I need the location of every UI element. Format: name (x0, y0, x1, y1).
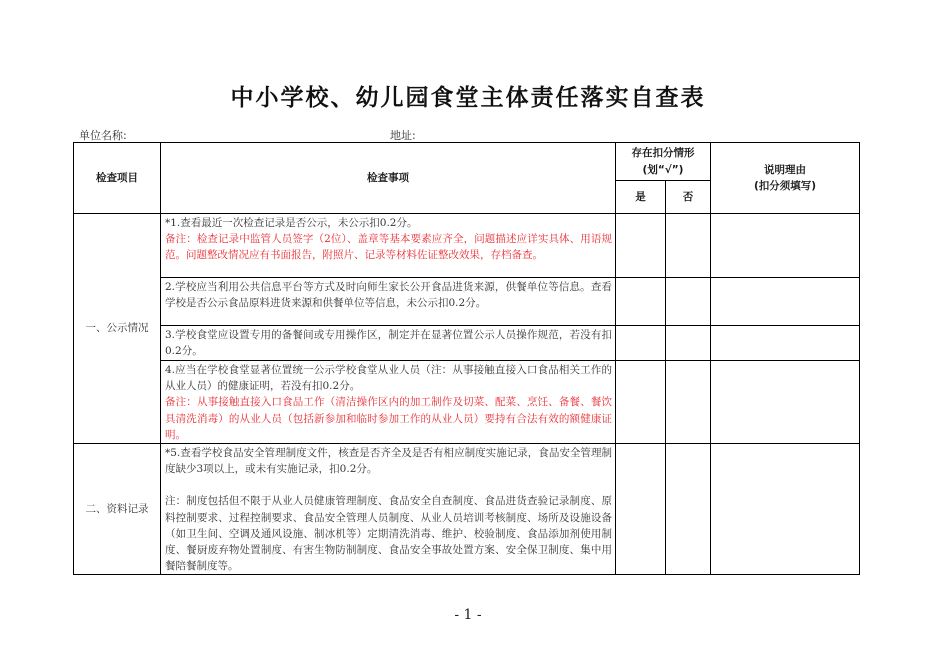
table-row (74, 444, 860, 575)
header-deduction: 存在扣分情形(划“√”) (616, 143, 711, 181)
no-checkbox-cell[interactable] (666, 326, 711, 361)
header-reason (711, 143, 860, 214)
table-row (74, 214, 860, 278)
reason-input-cell[interactable] (711, 444, 860, 575)
item-cell (161, 278, 616, 326)
yes-checkbox-cell[interactable] (616, 278, 666, 326)
reason-input-cell[interactable] (711, 326, 860, 361)
no-checkbox-cell[interactable] (666, 278, 711, 326)
reason-input-cell[interactable] (711, 278, 860, 326)
yes-checkbox-cell[interactable] (616, 214, 666, 278)
item-note: 备注：从事接触直接入口食品工作（清洁操作区内的加工制作及切菜、配菜、烹饪、备餐、餐饮具清洗消毒）的从业人员（包括新参加和临时参加工作的从业人员）要持有合法有效的额健康证明。 (165, 396, 612, 441)
item-cell (161, 444, 616, 575)
yes-checkbox-cell[interactable] (616, 444, 666, 575)
table-row (74, 278, 860, 326)
unit-name-label: 单位名称: (79, 129, 127, 142)
yes-checkbox-cell[interactable] (616, 361, 666, 444)
reason-input-cell[interactable] (711, 214, 860, 278)
item-cell (161, 326, 616, 361)
header-row (74, 143, 860, 181)
header-category: 检查项目 (74, 143, 161, 214)
item-text: *5.查看学校食品安全管理制度文件，核查是否齐全及是否有相应制度实施记录，食品安全管理制度缺少3项以上，或未有实施记录，扣0.2分。 (165, 447, 612, 476)
category-cell: 一、公示情况 (74, 214, 161, 444)
header-items: 检查事项 (161, 143, 616, 214)
address-label: 地址: (390, 129, 416, 142)
page-number: - 1 - (454, 607, 482, 623)
item-note: 备注：检查记录中监管人员签字（2位）、盖章等基本要素应齐全，问题描述应详实具体、用语规范。问题整改情况应有书面报告，附照片、记录等材料佐证整改效果，存档备查。 (165, 233, 612, 262)
item-text: *1.查看最近一次检查记录是否公示，未公示扣0.2分。 (165, 217, 418, 229)
item-note: 注：制度包括但不限于从业人员健康管理制度、食品安全自查制度、食品进货查验记录制度、原料控制要求、过程控制要求、食品安全管理人员制度、从业人员培训考核制度、场所及设施设备（如卫生间、空调及通风设施、制冰机等）定期清洗消毒、维护、校验制度、食品添加剂使用制度、餐厨废弃物处置制度、有害生物防制制度、食品安全事故处置方案、安全保卫制度、集中用餐陪餐制度等。 (165, 495, 612, 573)
document-title: 中小学校、幼儿园食堂主体责任落实自查表 (230, 84, 706, 111)
header-yes: 是 (616, 181, 666, 214)
category-cell: 二、资料记录 (74, 444, 161, 575)
header-reason-title: 说明理由 (764, 163, 806, 176)
header-reason-note: (扣分须填写) (753, 180, 817, 192)
item-text: 4.应当在学校食堂显著位置统一公示学校食堂从业人员（注：从事接触直接入口食品相关工作的从业人员）的健康证明，若没有扣0.2分。 (165, 364, 612, 393)
table-row (74, 326, 860, 361)
yes-checkbox-cell[interactable] (616, 326, 666, 361)
no-checkbox-cell[interactable] (666, 444, 711, 575)
header-no: 否 (666, 181, 711, 214)
table-row (74, 361, 860, 444)
item-cell (161, 214, 616, 278)
item-text: 2.学校应当利用公共信息平台等方式及时向师生家长公开食品进货来源，供餐单位等信息。查看学校是否公示食品原料进货来源和供餐单位等信息，未公示扣0.2分。 (165, 281, 612, 310)
self-check-table (73, 142, 860, 575)
no-checkbox-cell[interactable] (666, 361, 711, 444)
reason-input-cell[interactable] (711, 361, 860, 444)
item-text: 3.学校食堂应设置专用的备餐间或专用操作区，制定并在显著位置公示人员操作规范，若没有扣0.2分。 (165, 329, 612, 358)
no-checkbox-cell[interactable] (666, 214, 711, 278)
item-cell (161, 361, 616, 444)
